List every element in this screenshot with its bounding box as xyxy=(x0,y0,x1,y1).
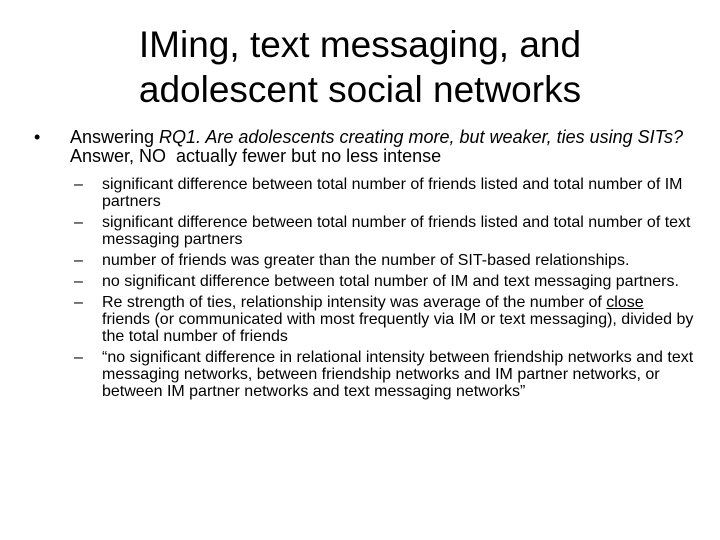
dash-marker: – xyxy=(74,349,83,366)
main-point-lead: Answering xyxy=(70,127,160,147)
sub-bullet-item-quote xyxy=(34,349,694,400)
quote-text: “no significant difference in relational intensity between friendship networks and text messaging networks, between friendship networks and IM partner networks, or between IM partner networks and text messaging networks” xyxy=(102,349,694,400)
sub-bullet-item-strength xyxy=(34,294,694,345)
dash-marker: – xyxy=(74,252,83,269)
sub-bullet-text: number of friends was greater than the number of SIT-based relationships. xyxy=(102,252,630,269)
sub-bullet-item xyxy=(34,252,694,269)
sub-bullet-text: significant difference between total number of friends listed and total number of IM partners xyxy=(102,176,683,210)
bullet-marker: • xyxy=(34,127,41,147)
dash-marker: – xyxy=(74,176,83,193)
dash-marker: – xyxy=(74,273,83,290)
main-point-answer: Answer, NO actually fewer but no less intense xyxy=(70,127,693,166)
research-question: RQ1. Are adolescents creating more, but weaker, ties using SITs? xyxy=(159,127,683,147)
dash-marker: – xyxy=(74,294,83,311)
slide-body xyxy=(34,128,694,404)
sub-bullet-text: significant difference between total number of friends listed and total number of text messaging partners xyxy=(102,214,691,248)
main-bullet xyxy=(34,128,694,166)
title-line-1: IMing, text messaging, and xyxy=(138,24,582,65)
sub-bullet-item xyxy=(34,273,694,290)
sub-bullet-list xyxy=(34,176,694,400)
title-line-2: adolescent social networks xyxy=(138,69,582,110)
strength-text-before: Re strength of ties, relationship intensity was average of the number of xyxy=(102,294,607,311)
strength-text-after: friends (or communicated with most frequently via IM or text messaging), divided by the total number of friends xyxy=(102,311,694,345)
strength-text-underlined: close xyxy=(606,294,644,311)
dash-marker: – xyxy=(74,214,83,231)
sub-bullet-text: no significant difference between total number of IM and text messaging partners. xyxy=(102,273,679,290)
sub-bullet-item xyxy=(34,214,694,248)
sub-bullet-item xyxy=(34,176,694,210)
slide-title xyxy=(60,22,660,112)
